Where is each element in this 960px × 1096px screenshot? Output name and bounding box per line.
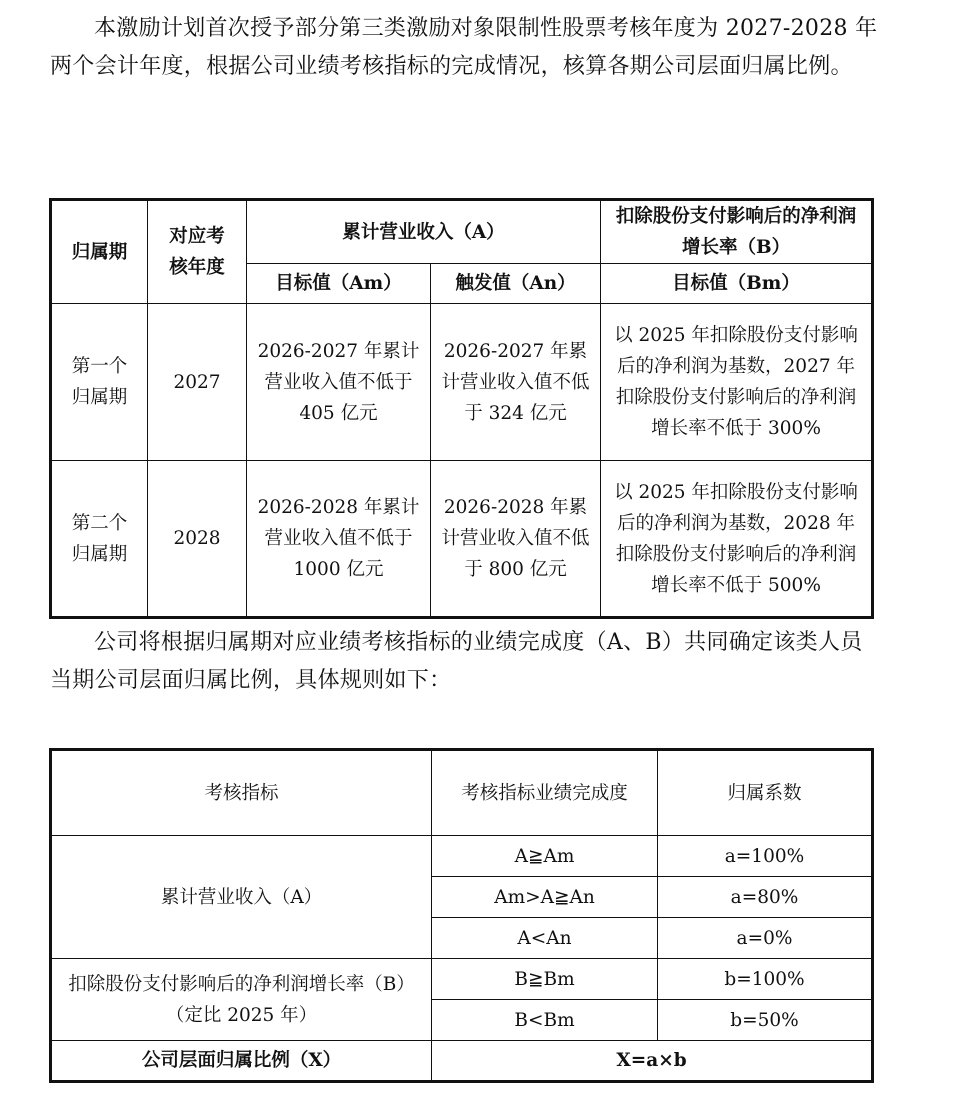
header-period: 归属期 — [51, 200, 148, 304]
intro-paragraph: 本激励计划首次授予部分第三类激励对象限制性股票考核年度为 2027-2028 年两个会计年度，根据公司业绩考核指标的完成情况，核算各期公司层面归属比例。 — [50, 16, 878, 79]
profit-indicator-label: 扣除股份支付影响后的净利润增长率（B）（定比 2025 年） — [51, 959, 432, 1041]
cell-coefficient: b=100% — [658, 959, 873, 1000]
cell-bm: 以 2025 年扣除股份支付影响后的净利润为基数，2027 年扣除股份支付影响后的净利润增长率不低于 300% — [601, 304, 873, 461]
cell-coefficient: b=50% — [658, 1000, 873, 1041]
header-completion: 考核指标业绩完成度 — [432, 750, 658, 836]
table-row — [51, 1041, 873, 1082]
cell-period: 第一个归属期 — [51, 304, 148, 461]
cell-year: 2027 — [148, 304, 247, 461]
header-an: 触发值（An） — [431, 264, 601, 304]
header-bm: 目标值（Bm） — [601, 264, 873, 304]
cell-completion: B≧Bm — [432, 959, 658, 1000]
header-revenue: 累计营业收入（A） — [247, 200, 601, 264]
cell-completion: A<An — [432, 918, 658, 959]
middle-paragraph: 公司将根据归属期对应业绩考核指标的业绩完成度（A、B）共同确定该类人员当期公司层面归属比例，具体规则如下： — [50, 630, 863, 693]
cell-year: 2028 — [148, 461, 247, 618]
cell-coefficient: a=80% — [658, 877, 873, 918]
cell-coefficient: a=100% — [658, 836, 873, 877]
cell-completion: Am>A≧An — [432, 877, 658, 918]
cell-completion: A≧Am — [432, 836, 658, 877]
table-row — [51, 959, 873, 1000]
cell-completion: B<Bm — [432, 1000, 658, 1041]
header-am: 目标值（Am） — [247, 264, 431, 304]
total-formula: X=a×b — [432, 1041, 873, 1082]
revenue-indicator-label: 累计营业收入（A） — [51, 836, 432, 959]
cell-an: 2026-2028 年累计营业收入值不低于 800 亿元 — [431, 461, 601, 618]
cell-am: 2026-2027 年累计营业收入值不低于 405 亿元 — [247, 304, 431, 461]
vesting-ratio-table — [49, 748, 874, 1083]
total-label: 公司层面归属比例（X） — [51, 1041, 432, 1082]
table-row — [51, 836, 873, 877]
cell-am: 2026-2028 年累计营业收入值不低于 1000 亿元 — [247, 461, 431, 618]
header-indicator: 考核指标 — [51, 750, 432, 836]
vesting-targets-table — [49, 198, 874, 619]
table-row — [51, 304, 873, 461]
cell-bm: 以 2025 年扣除股份支付影响后的净利润为基数，2028 年扣除股份支付影响后的净利润增长率不低于 500% — [601, 461, 873, 618]
header-profit: 扣除股份支付影响后的净利润增长率（B） — [601, 200, 873, 264]
cell-period: 第二个归属期 — [51, 461, 148, 618]
cell-coefficient: a=0% — [658, 918, 873, 959]
cell-an: 2026-2027 年累计营业收入值不低于 324 亿元 — [431, 304, 601, 461]
table-row — [51, 461, 873, 618]
header-year: 对应考核年度 — [148, 200, 247, 304]
header-coefficient: 归属系数 — [658, 750, 873, 836]
